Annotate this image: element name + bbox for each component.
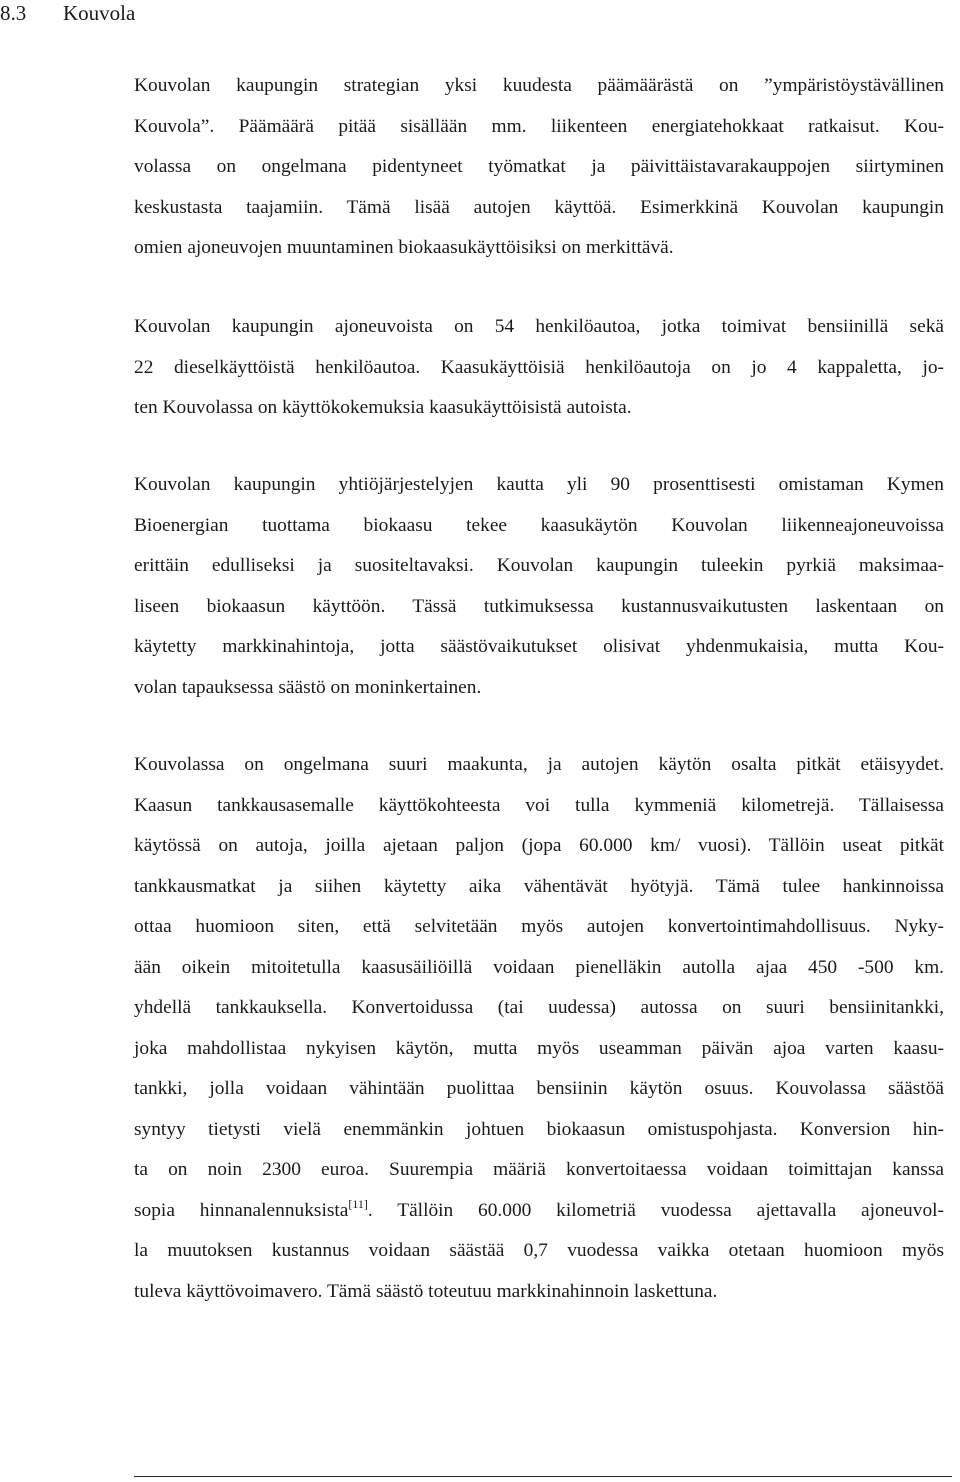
text-line: erittäin edulliseksi ja suositeltavaksi. Kouvolan kaupungin tuleekin pyrkiä maksimaa- [134, 555, 944, 576]
text-line: 22 dieselkäyttöistä henkilöautoa. Kaasukäyttöisiä henkilöautoja on jo 4 kappaletta, jo- [134, 356, 944, 378]
text-line: Kouvolan kaupungin yhtiöjärjestelyjen kautta yli 90 prosenttisesti omistaman Kymen [134, 474, 944, 495]
paragraph-vehicles [134, 307, 944, 429]
text-line: liseen biokaasun käyttöön. Tässä tutkimuksessa kustannusvaikutusten laskentaan on [134, 595, 944, 617]
text-line: yhdellä tankkauksella. Konvertoidussa (tai uudessa) autossa on suuri bensiinitankki, [134, 997, 944, 1018]
text-line: Kouvolan kaupungin ajoneuvoista on 54 henkilöautoa, jotka toimivat bensiinillä sekä [134, 316, 944, 337]
text-line: ään oikein mitoitetulla kaasusäiliöillä voidaan pienelläkin autolla ajaa 450 -500 km. [134, 956, 944, 978]
text-line: syntyy tietysti vielä enemmänkin johtuen biokaasun omistuspohjasta. Konversion hin- [134, 1118, 944, 1140]
paragraph-bioenergy [134, 465, 944, 708]
text-line: käytössä on autoja, joilla ajetaan paljon (jopa 60.000 km/ vuosi). Tällöin useat pitkät [134, 835, 944, 856]
text-line: ottaa huomioon siten, että selvitetään myös autojen konvertointimahdollisuus. Nyky- [134, 916, 944, 937]
text-line: käytetty markkinahintoja, jotta säästövaikutukset olisivat yhdenmukaisia, mutta Kou- [134, 636, 944, 657]
text-line: Kouvolassa on ongelmana suuri maakunta, ja autojen käytön osalta pitkät etäisyydet. [134, 754, 944, 775]
text-line: ten Kouvolassa on käyttökokemuksia kaasukäyttöisistä autoista. [134, 397, 632, 418]
text-line: tankki, jolla voidaan vähintään puolittaa bensiinin käytön osuus. Kouvolassa säästöä [134, 1078, 944, 1099]
text-line: tankkausmatkat ja siihen käytetty aika vähentävät hyötyjä. Tämä tulee hankinnoissa [134, 875, 944, 897]
text-line-with-citation [134, 1191, 944, 1232]
text-line: Kouvolan kaupungin strategian yksi kuudesta päämäärästä on ”ympäristöystävällinen [134, 75, 944, 96]
text-line: keskustasta taajamiin. Tämä lisää autojen käyttöä. Esimerkkinä Kouvolan kaupungin [134, 196, 944, 218]
section-heading [0, 0, 135, 26]
paragraph-strategy [134, 66, 944, 269]
citation-text-before: sopia hinnanalennuksista [134, 1199, 349, 1221]
footnote-divider [134, 1476, 952, 1477]
text-line: ta on noin 2300 euroa. Suurempia määriä konvertoitaessa voidaan toimittajan kanssa [134, 1159, 944, 1180]
text-line: Kouvola”. Päämäärä pitää sisällään mm. liikenteen energiatehokkaat ratkaisut. Kou- [134, 115, 944, 137]
section-number: 8.3 [0, 1, 27, 25]
text-line: joka mahdollistaa nykyisen käytön, mutta myös useamman päivän ajoa varten kaasu- [134, 1037, 944, 1059]
citation-reference: [11] [348, 1196, 368, 1211]
section-title: Kouvola [63, 1, 136, 25]
paragraph-distances [134, 745, 944, 1312]
text-line: volassa on ongelmana pidentyneet työmatkat ja päivittäistavarakauppojen siirtyminen [134, 156, 944, 177]
text-line: volan tapauksessa säästö on moninkertainen. [134, 676, 482, 698]
text-line: Kaasun tankkausasemalle käyttökohteesta voi tulla kymmeniä kilometrejä. Tällaisessa [134, 794, 944, 816]
text-line: Bioenergian tuottama biokaasu tekee kaasukäytön Kouvolan liikenneajoneuvoissa [134, 514, 944, 536]
text-line: la muutoksen kustannus voidaan säästää 0,7 vuodessa vaikka otetaan huomioon myös [134, 1240, 944, 1261]
citation-text-after: . Tällöin 60.000 kilometriä vuodessa ajettavalla ajoneuvol- [367, 1199, 944, 1221]
text-line: tuleva käyttövoimavero. Tämä säästö toteutuu markkinahinnoin laskettuna. [134, 1280, 718, 1302]
text-line: omien ajoneuvojen muuntaminen biokaasukäyttöisiksi on merkittävä. [134, 237, 674, 258]
